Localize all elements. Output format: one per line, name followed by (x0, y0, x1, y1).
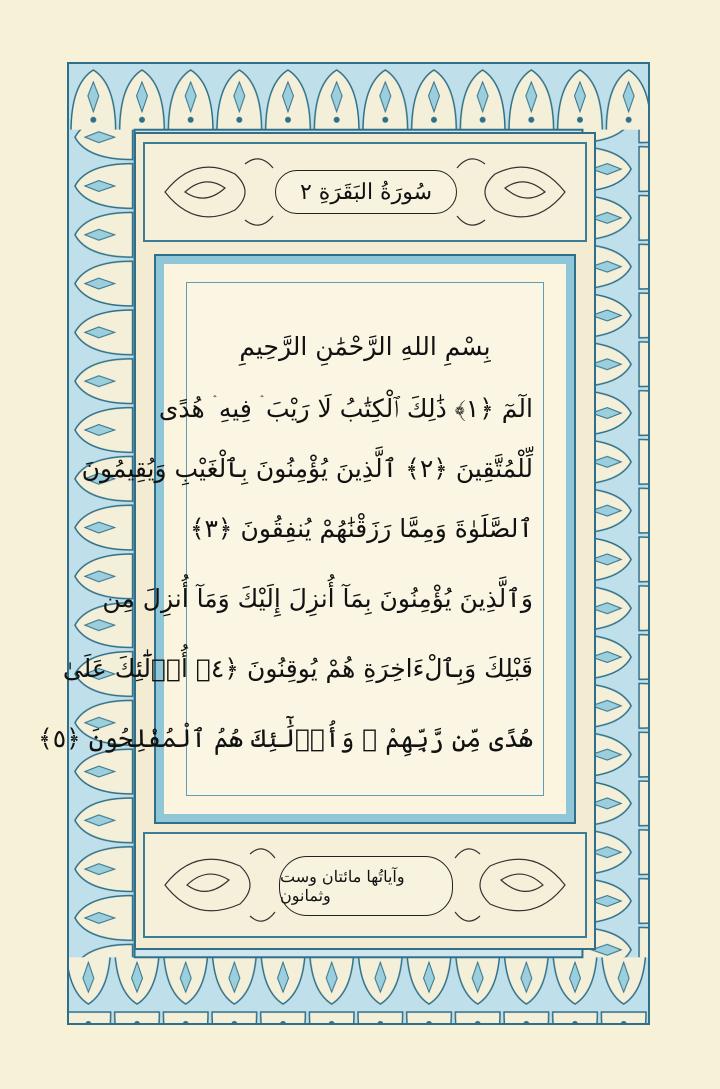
verse-count: وآياتُها مائتان وست وثمانون (279, 856, 453, 916)
verse-line-1: الٓمٓ ﴿١﴾ ذَٰلِكَ ٱلْكِتَٰبُ لَا رَيْبَ ۛ فِيهِ ۛ هُدًى (158, 394, 533, 423)
verse-line-2: لِّلْمُتَّقِينَ ﴿٢﴾ ٱلَّذِينَ يُؤْمِنُونَ بِٱلْغَيْبِ وَيُقِيمُونَ (81, 454, 533, 483)
text-block (38, 282, 544, 796)
verse-line-6: هُدًى مِّن رَّبِّهِمْ ۖ وَأُو۟لَٰٓئِكَ هُمُ ٱلْمُفْلِحُونَ ﴿٥﴾ (38, 724, 533, 753)
verse-line-5: قَبْلِكَ وَبِٱلْءَاخِرَةِ هُمْ يُوقِنُونَ ﴿٤﴾ أُو۟لَٰٓئِكَ عَلَىٰ (62, 654, 533, 683)
verse-line-3: ٱلصَّلَوٰةَ وَمِمَّا رَزَقْنَٰهُمْ يُنفِقُونَ ﴿٣﴾ (189, 514, 533, 543)
text-frame (38, 256, 574, 822)
surah-header (143, 142, 587, 242)
basmala-line: بِسْمِ اللهِ الرَّحْمَٰنِ الرَّحِيمِ (239, 332, 491, 361)
surah-title: سُورَةُ البَقَرَةِ ٢ (275, 170, 457, 214)
verse-line-4: وَٱلَّذِينَ يُؤْمِنُونَ بِمَآ أُنزِلَ إِلَيْكَ وَمَآ أُنزِلَ مِن (102, 584, 533, 613)
surah-footer (143, 832, 587, 938)
